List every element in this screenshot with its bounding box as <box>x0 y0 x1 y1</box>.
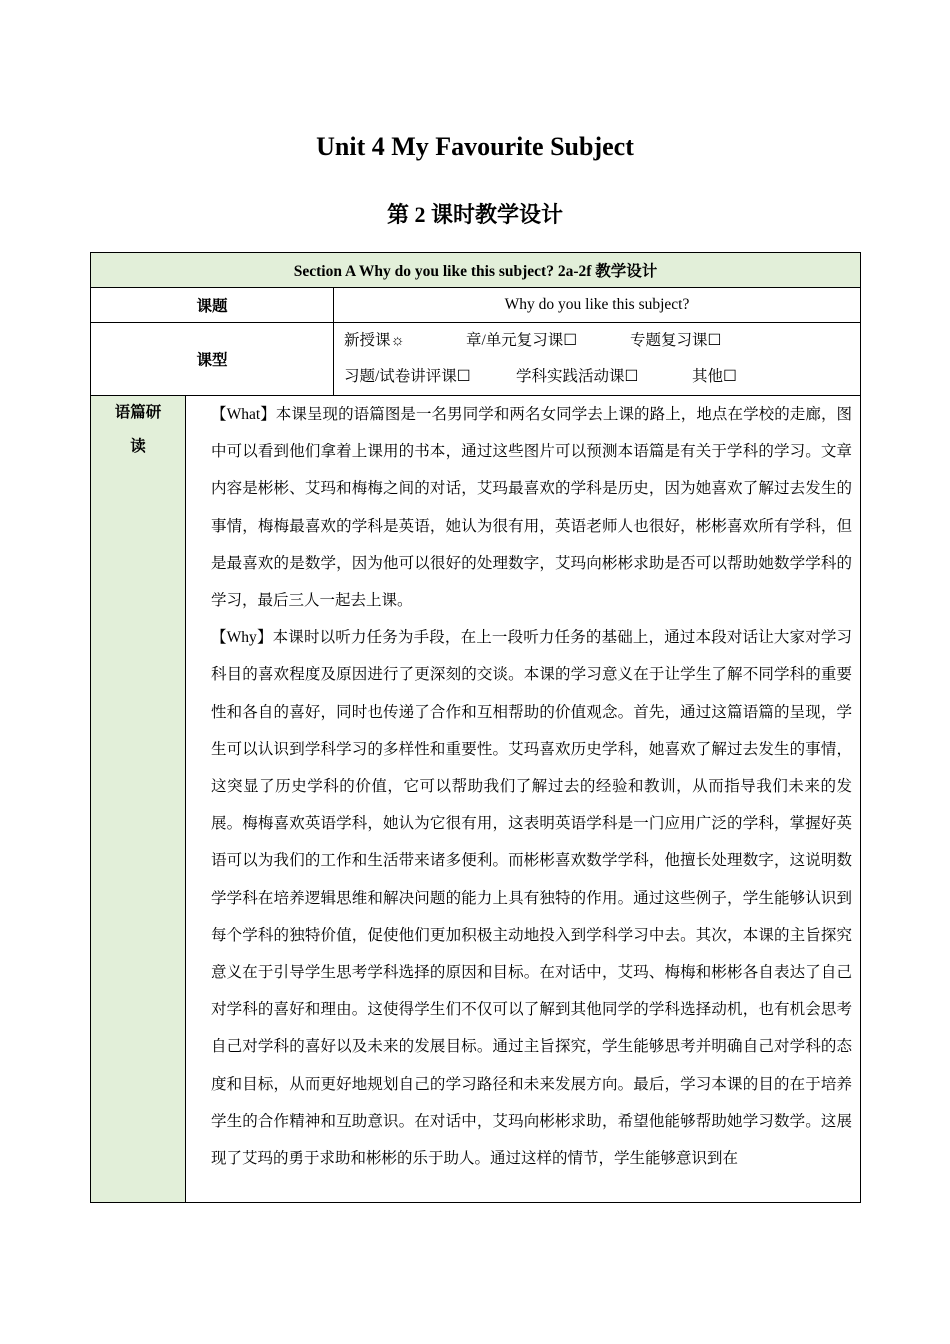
reading-analysis-label: 语篇研读 <box>91 396 186 1203</box>
lesson-type-label: 课型 <box>91 323 334 396</box>
option-topic-review: 专题复习课☐ <box>630 332 722 349</box>
option-practice-activity: 学科实践活动课☐ <box>516 368 639 385</box>
option-unit-review: 章/单元复习课☐ <box>466 332 578 349</box>
lesson-type-row-2 <box>344 359 860 395</box>
topic-value: Why do you like this subject? <box>334 288 861 323</box>
paragraph-what: 【What】本课呈现的语篇图是一名男同学和两名女同学去上课的路上，地点在学校的走廊，图中可以看到他们拿着上课用的书本，通过这些图片可以预测本语篇是有关于学科的学习。文章内容是彬彬、艾玛和梅梅之间的对话，艾玛最喜欢的学科是历史，因为她喜欢了解过去发生的事情，梅梅最喜欢的学科是英语，她认为很有用，英语老师人也很好，彬彬喜欢所有学科，但是最喜欢的是数学，因为他可以很好的处理数字，艾玛向彬彬求助是否可以帮助她数学学科的学习，最后三人一起去上课。 <box>211 406 853 610</box>
lesson-type-row-1 <box>344 323 860 359</box>
lesson-design-table <box>90 252 861 1203</box>
paragraph-why: 【Why】本课时以听力任务为手段，在上一段听力任务的基础上，通过本段对话让大家对学习科目的喜欢程度及原因进行了更深刻的交谈。本课的学习意义在于让学生了解不同学科的重要性和各自的喜好，同时也传递了合作和互相帮助的价值观念。首先，通过这篇语篇的呈现，学生可以认识到学科学习的多样性和重要性。艾玛喜欢历史学科，她喜欢了解过去发生的事情，这突显了历史学科的价值，它可以帮助我们了解过去的经验和教训，从而指导我们未来的发展。梅梅喜欢英语学科，她认为它很有用，这表明英语学科是一门应用广泛的学科，掌握好英语可以为我们的工作和生活带来诸多便利。而彬彬喜欢数学学科，他擅长处理数字，这说明数学学科在培养逻辑思维和解决问题的能力上具有独特的作用。通过这些例子，学生能够认识到每个学科的独特价值，促使他们更加积极主动地投入到学科学习中去。其次，本课的主旨探究意义在于引导学生思考学科选择的原因和目标。在对话中，艾玛、梅梅和彬彬各自表达了自己对学科的喜好和理由。这使得学生们不仅可以了解到其他同学的学科选择动机，也有机会思考自己对学科的喜好以及未来的发展目标。通过主旨探究，学生能够思考并明确自己对学科的态度和目标，从而更好地规划自己的学习路径和未来发展方向。最后，学习本课的目的在于培养学生的合作精神和互助意识。在对话中，艾玛向彬彬求助，希望他能够帮助她学习数学。这展现了艾玛的勇于求助和彬彬的乐于助人。通过这样的情节，学生能够意识到在 <box>211 629 853 1168</box>
option-exercise-review: 习题/试卷讲评课☐ <box>344 368 471 385</box>
document-subtitle: 第 2 课时教学设计 <box>386 202 563 227</box>
table-header: Section A Why do you like this subject? 2a-2f 教学设计 <box>91 253 861 288</box>
option-new-lesson: 新授课☼ <box>344 332 405 349</box>
topic-label: 课题 <box>91 288 334 323</box>
reading-analysis-content <box>186 396 861 1203</box>
option-other: 其他☐ <box>692 368 737 385</box>
lesson-type-options <box>334 323 861 396</box>
document-title: Unit 4 My Favourite Subject <box>316 132 634 161</box>
